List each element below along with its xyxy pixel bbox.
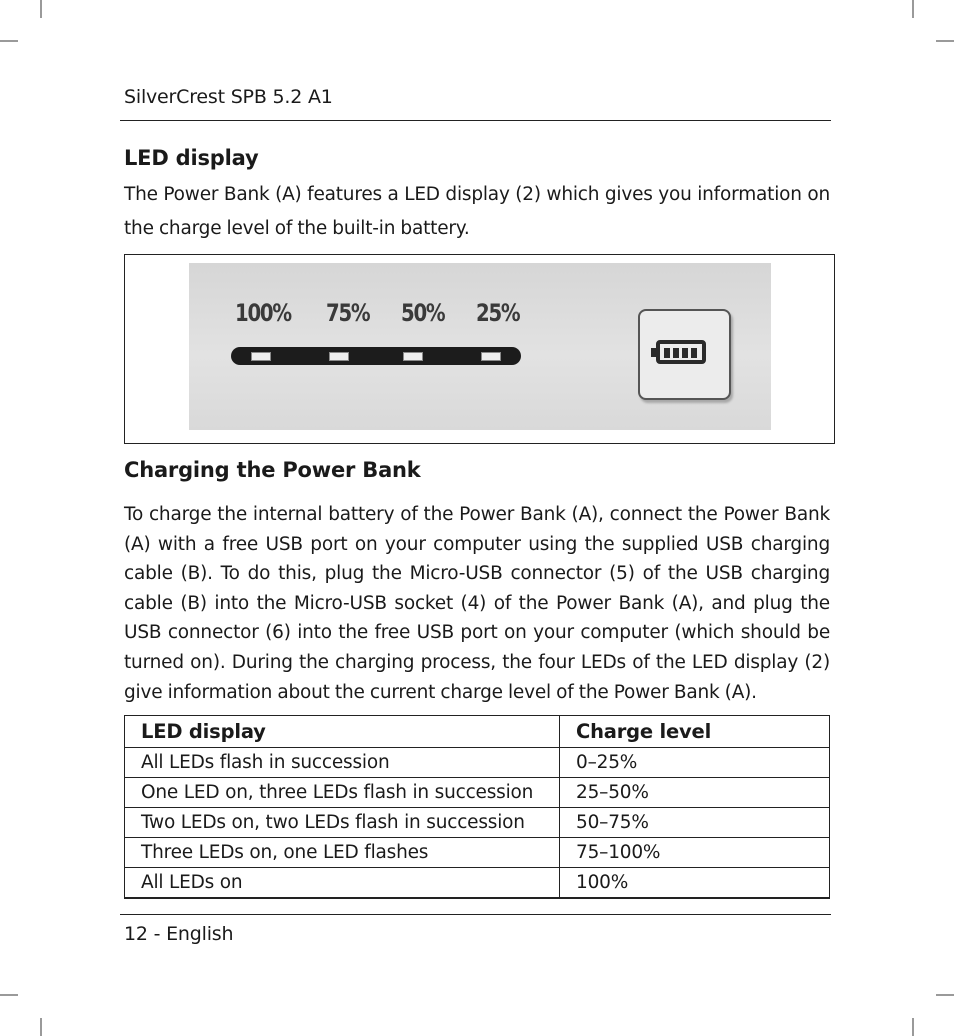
crop-mark (936, 40, 954, 42)
led-label-25: 25% (476, 299, 520, 327)
table-row (125, 808, 830, 838)
table-cell: 0–25% (560, 748, 830, 778)
charge-level-table (124, 715, 830, 899)
led-label-100: 100% (235, 299, 291, 327)
led-display-photo (189, 263, 771, 430)
led-indicator (403, 352, 423, 361)
section-heading-led-display: LED display (124, 146, 259, 170)
led-label-50: 50% (401, 299, 445, 327)
page-number: 12 - English (124, 923, 234, 945)
led-display-figure (124, 254, 835, 444)
table-row (125, 748, 830, 778)
led-indicator (251, 352, 271, 361)
column-header: LED display (125, 716, 560, 748)
table-cell: All LEDs on (125, 868, 560, 899)
led-indicator (481, 352, 501, 361)
crop-mark (0, 40, 18, 42)
battery-icon (656, 340, 706, 364)
running-header: SilverCrest SPB 5.2 A1 (124, 86, 333, 108)
table-cell: 75–100% (560, 838, 830, 868)
table-row (125, 838, 830, 868)
table-cell: 50–75% (560, 808, 830, 838)
table-cell: All LEDs flash in succession (125, 748, 560, 778)
table-header-row (125, 716, 830, 748)
crop-mark (40, 0, 42, 18)
footer-divider (120, 914, 831, 915)
table-cell: 100% (560, 868, 830, 899)
led-display-paragraph: The Power Bank (A) features a LED display (2) which gives you information on the charge level of the built-in battery. (124, 184, 830, 239)
crop-mark (936, 994, 954, 996)
table-cell: 25–50% (560, 778, 830, 808)
crop-mark (912, 0, 914, 18)
header-divider (120, 120, 831, 121)
section-heading-charging: Charging the Power Bank (124, 458, 421, 482)
table-cell: One LED on, three LEDs flash in succession (125, 778, 560, 808)
led-strip (231, 347, 521, 365)
battery-button (638, 309, 731, 400)
crop-mark (0, 994, 18, 996)
table-row (125, 868, 830, 899)
charging-paragraph: To charge the internal battery of the Power Bank (A), connect the Power Bank (A) with a free USB port on your computer using the supplied USB charging cable (B). To do this, plug the Micro-USB connector (5) of the USB charging cable (B) into the Micro-USB socket (4) of the Power Bank (A), and plug the USB connector (6) into the free USB port on your computer (which should be turned on). During the charging process, the four LEDs of the LED display (2) give information about the current charge level of the Power Bank (A). (124, 504, 830, 703)
table-cell: Two LEDs on, two LEDs flash in succession (125, 808, 560, 838)
crop-mark (912, 1018, 914, 1036)
led-indicator (329, 352, 349, 361)
led-label-75: 75% (326, 299, 370, 327)
table-row (125, 778, 830, 808)
crop-mark (40, 1018, 42, 1036)
table-cell: Three LEDs on, one LED flashes (125, 838, 560, 868)
column-header: Charge level (560, 716, 830, 748)
